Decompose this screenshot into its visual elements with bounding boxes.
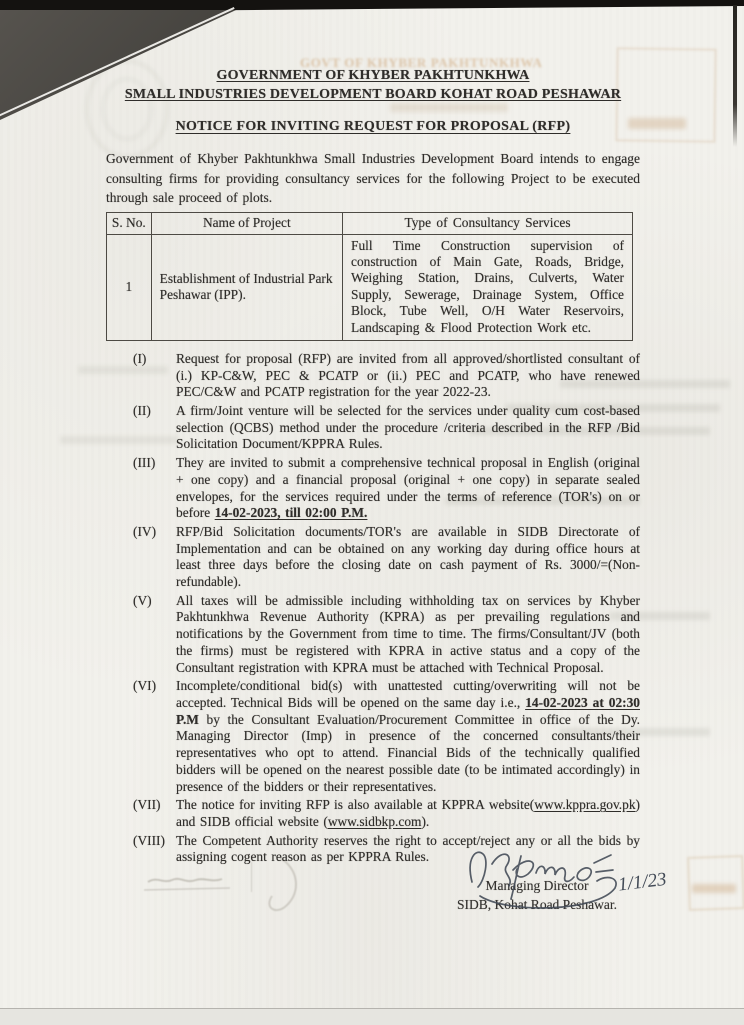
deadline-date: 14-02-2023, till 02:00 P.M.: [214, 505, 368, 521]
list-item: [106, 455, 640, 522]
intro-paragraph: Government of Khyber Pakhtunkhwa Small Industries Development Board intends to engage consulting firms for providing consultancy services for the following Project to be executed through sale proceed of plots.: [106, 151, 640, 205]
opening-time-suffix: P.M: [176, 711, 199, 727]
conditions-list: [106, 351, 640, 866]
document-body: [106, 0, 640, 866]
doc-header-line2: SMALL INDUSTRIES DEVELOPMENT BOARD KOHAT ROAD PESHAWAR: [124, 87, 622, 102]
cell-project: Establishment of Industrial Park Peshawar (IPP).: [151, 234, 342, 340]
cell-sno: 1: [107, 234, 152, 340]
table-header-sno: S. No.: [107, 212, 152, 234]
item-text-segment: The Competent Authority reserves the right to accept/reject any or all the bids by assigning cogent reason as per KPPRA Rules.: [176, 832, 640, 865]
signature-scrawl: [450, 830, 700, 920]
item-text-segment: RFP/Bid Solicitation documents/TOR's are available in SIDB Directorate of Implementation and can be obtained on any working day during office hours at least three days before the closing date on cash payment of Rs. 3000/=(Non-refundable).: [176, 523, 640, 590]
item-text: [176, 678, 640, 795]
item-text-segment: ) and SIDB official website (: [176, 797, 640, 829]
paper-crease: [251, 862, 252, 892]
list-item: [106, 797, 640, 830]
item-text-segment: All taxes will be admissible including withholding tax on services by Khyber Pakhtunkhwa Revenue Authority (KPRA) as per prevailing regulations and notifications by the Government from time to time. The firms/Consultant/JV (both the firms) must be registered with KPRA in active status and a copy of the Consultant registration with KPRA must be attached with Technical Proposal.: [176, 592, 640, 675]
item-text-segment: by the Consultant Evaluation/Procurement Committee in office of the Dy. Managing Director (Imp) in presence of the concerned consultants/their representatives who opt to attend. Financial Bids of the technically qualified bidders will be opened on the nearest possible date (to be intimated accordingly) in presence of the bidders or their representatives.: [176, 711, 640, 794]
table-row: [107, 234, 633, 340]
list-item: [106, 593, 640, 677]
bleed-through-header-text: GOVT OF KHYBER PAKHTUNKHWA: [300, 55, 543, 70]
notice-title: NOTICE FOR INVITING REQUEST FOR PROPOSAL (RFP): [175, 119, 571, 134]
table-header-project: Name of Project: [151, 212, 342, 234]
kppra-website-link: www.kppra.gov.pk: [534, 797, 636, 813]
item-text: [176, 797, 640, 830]
item-text-segment: Request for proposal (RFP) are invited from all approved/shortlisted consultant of (i.) KP-C&W, PEC & PCATP or (ii.) PEC and PCATP, who have renewed PEC/C&W and PCATP registration for the year 2022-23.: [176, 350, 640, 400]
item-text: [176, 351, 640, 401]
projects-table: [106, 212, 633, 341]
item-label: (I): [133, 350, 147, 366]
item-label: (VIII): [133, 832, 165, 848]
org-line: SIDB, Kohat Road Peshawar.: [456, 897, 618, 912]
table-header-services: Type of Consultancy Services: [343, 212, 633, 234]
handwritten-date: 1/1/23: [616, 868, 668, 896]
item-label: (II): [133, 403, 151, 419]
opening-date: 14-02-2023 at 02:30: [525, 695, 640, 710]
item-text: [176, 524, 640, 591]
item-label: (V): [133, 592, 152, 608]
item-text-segment: ).: [421, 813, 430, 829]
page-bottom-edge: [0, 1008, 744, 1025]
table-header-row: [107, 212, 633, 234]
scanner-right-edge: [733, 5, 737, 147]
item-label: (VII): [133, 797, 161, 813]
item-text: [176, 403, 640, 453]
item-text: [176, 593, 640, 677]
item-text-segment: They are invited to submit a comprehensive technical proposal in English (original + one copy) and a financial proposal (original + one copy) in separate sealed envelopes, for the services required under the terms of reference (TOR's) on or before: [176, 455, 640, 521]
item-text-segment: The notice for inviting RFP is also available at KPPRA website(: [176, 797, 535, 813]
item-text: [176, 455, 640, 522]
list-item: [106, 524, 640, 591]
doc-header-line1: GOVERNMENT OF KHYBER PAKHTUNKHWA: [216, 68, 530, 83]
cell-services: Full Time Construction supervision of construction of Main Gate, Roads, Bridge, Weighing Station, Drains, Culverts, Water Supply, Sewerage, Drainage System, Office Block, Tube Well, O/H Water Reservoirs, Landscaping & Flood Protection Work etc.: [343, 234, 633, 340]
sidb-website-link: www.sidbkp.com: [327, 813, 422, 829]
item-text-segment: A firm/Joint venture will be selected for the services under quality cum cost-based selection (QCBS) method under the procedure /criteria described in the RFP /Bid Solicitation Document/KPPRA Rules.: [176, 403, 640, 452]
list-item: [106, 403, 640, 453]
item-label: (VI): [133, 678, 157, 694]
list-item: [106, 678, 640, 795]
item-text-segment: Incomplete/conditional bid(s) with unattested cutting/overwriting will not be accepted. Technical Bids will be opened on the same day i.e.,: [176, 678, 640, 710]
item-label: (IV): [133, 523, 157, 539]
list-item: [106, 351, 640, 401]
managing-director-title: Managing Director: [485, 878, 589, 893]
item-label: (III): [133, 455, 156, 471]
